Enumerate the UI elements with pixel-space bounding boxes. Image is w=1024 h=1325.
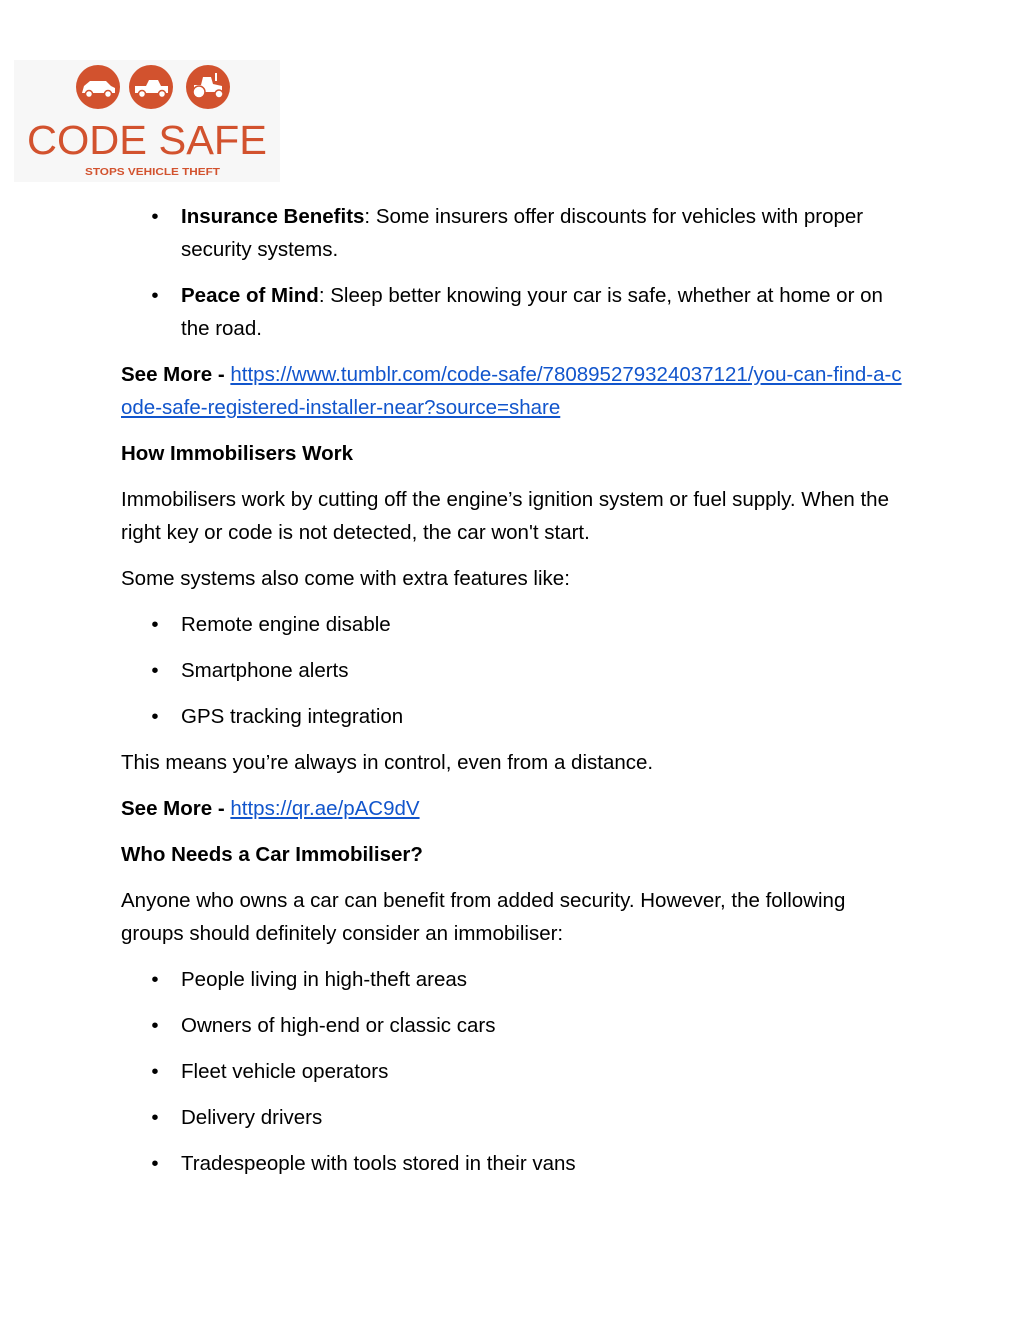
list-item — [151, 279, 911, 345]
bullet-icon: • — [151, 1014, 159, 1037]
paragraph: Immobilisers work by cutting off the engine’s ignition system or fuel supply. When the right key or code is not detected, the car won't start. — [121, 488, 889, 544]
list-item — [151, 200, 911, 266]
features-list — [121, 608, 911, 733]
paragraph: Anyone who owns a car can benefit from added security. However, the following groups should definitely consider an immobiliser: — [121, 889, 846, 945]
bullet-icon: • — [151, 1106, 159, 1129]
logo-title: CODE SAFE — [27, 117, 267, 163]
code-safe-logo — [14, 60, 280, 182]
see-more-paragraph — [121, 792, 911, 825]
see-more-paragraph — [121, 358, 911, 424]
list-item — [151, 654, 911, 687]
section-heading-how: How Immobilisers Work — [121, 442, 354, 465]
list-text: People living in high-theft areas — [181, 968, 468, 991]
bullet-icon: • — [151, 1152, 159, 1175]
list-term: Insurance Benefits — [181, 205, 365, 228]
bullet-icon: • — [151, 659, 159, 682]
list-desc: : Sleep better knowing your car is safe, whether at home or on the road. — [181, 284, 883, 340]
list-text: Remote engine disable — [181, 613, 391, 636]
car-icon — [76, 65, 120, 109]
document-body — [121, 200, 911, 1193]
section-heading-who: Who Needs a Car Immobiliser? — [121, 843, 423, 866]
tumblr-link[interactable]: https://www.tumblr.com/code-safe/780895279324037121/you-can-find-a-code-safe-registered-installer-near?source=share — [121, 363, 902, 419]
bullet-icon: • — [151, 284, 159, 307]
bullet-icon: • — [151, 968, 159, 991]
list-text: Tradespeople with tools stored in their vans — [181, 1152, 576, 1175]
list-item — [151, 1101, 911, 1134]
see-more-label: See More - — [121, 363, 231, 386]
list-text: Smartphone alerts — [181, 659, 349, 682]
paragraph: Some systems also come with extra features like: — [121, 567, 570, 590]
groups-list — [121, 963, 911, 1180]
benefits-list — [121, 200, 911, 345]
list-item — [151, 1147, 911, 1180]
paragraph: This means you’re always in control, even from a distance. — [121, 751, 654, 774]
list-text: Owners of high-end or classic cars — [181, 1014, 496, 1037]
bullet-icon: • — [151, 705, 159, 728]
list-item — [151, 1055, 911, 1088]
list-text: GPS tracking integration — [181, 705, 404, 728]
list-item — [151, 700, 911, 733]
list-desc: : Some insurers offer discounts for vehicles with proper security systems. — [181, 205, 864, 261]
pickup-truck-icon — [129, 65, 173, 109]
bullet-icon: • — [151, 613, 159, 636]
list-item — [151, 1009, 911, 1042]
list-text: Delivery drivers — [181, 1106, 323, 1129]
bullet-icon: • — [151, 205, 159, 228]
list-item — [151, 963, 911, 996]
bullet-icon: • — [151, 1060, 159, 1083]
list-term: Peace of Mind — [181, 284, 319, 307]
quora-link[interactable]: https://qr.ae/pAC9dV — [230, 797, 420, 820]
logo-tagline: STOPS VEHICLE THEFT — [85, 166, 221, 178]
list-text: Fleet vehicle operators — [181, 1060, 389, 1083]
see-more-label: See More - — [121, 797, 231, 820]
list-item — [151, 608, 911, 641]
tractor-icon — [186, 65, 230, 109]
